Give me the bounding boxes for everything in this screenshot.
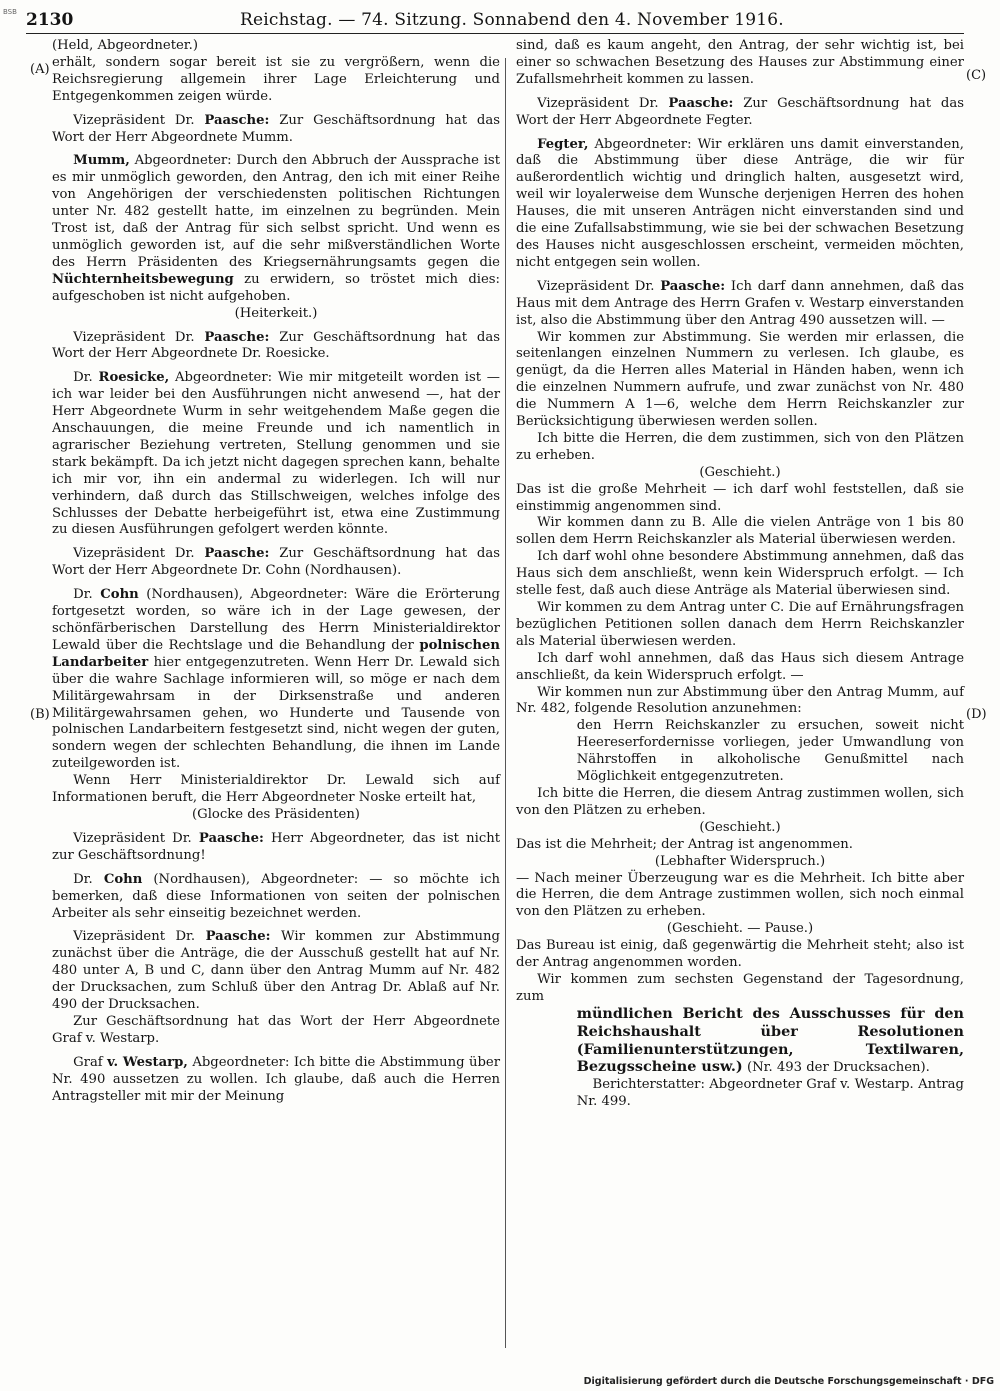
paragraph: — Nach meiner Überzeugung war es die Mehrheit. Ich bitte aber die Herren, die dem Antrage zustimmen wollen, sich noch einmal von den Plätzen zu erheben. — [516, 870, 964, 920]
paragraph: Zur Geschäftsordnung hat das Wort der Herr Abgeordnete Graf v. Westarp. — [52, 1013, 500, 1046]
header-rule — [26, 33, 964, 34]
speaker-name: Paasche: — [660, 278, 726, 294]
agenda-subject: mündlichen Bericht des Ausschusses für den Reichshaushalt über Resolutionen (Familienunterstützungen, Textilwaren, Bezugsscheine usw.) — [576, 1004, 964, 1076]
speech-paragraph: Vizepräsident Dr. Paasche: Zur Geschäftsordnung hat das Wort der Herr Abgeordnete Mumm. — [52, 112, 500, 145]
speech-paragraph: Vizepräsident Dr. Paasche: Zur Geschäftsordnung hat das Wort der Herr Abgeordnete Dr. Cohn (Nordhausen). — [52, 546, 500, 579]
rapporteur-line: Berichterstatter: Abgeordneter Graf v. Westarp. Antrag Nr. 499. — [576, 1077, 964, 1110]
speaker-name: Cohn — [100, 587, 139, 603]
stage-direction: (Glocke des Präsidenten) — [192, 806, 360, 822]
agenda-item-title: mündlichen Bericht des Ausschusses für den Reichshaushalt über Resolutionen (Familienunterstützungen, Textilwaren, Bezugsscheine usw.) (Nr. 493 der Drucksachen). — [576, 1004, 964, 1076]
paragraph: erhält, sondern sogar bereit ist sie zu vergrößern, wenn die Reichsregierung allgemein ihrer Lage Erleichterung und Entgegenkommen zeigen würde. — [52, 54, 500, 104]
speaker-name: Roesicke, — [98, 370, 170, 386]
paragraph: Wir kommen zur Abstimmung. Sie werden mir erlassen, die seitenlangen einzelnen Nummern zu verlesen. Ich glaube, es genügt, da die Herren alles Material in Händen haben, wenn ich die einzelnen Nummern aufrufe, und zwar zunächst von Nr. 480 die Nummern A 1—6, welche dem Herrn Reichskanzler zur Berücksichtigung überwiesen werden sollen. — [516, 329, 964, 430]
speech-paragraph: Vizepräsident Dr. Paasche: Zur Geschäftsordnung hat das Wort der Herr Abgeordnete Dr. Roesicke. — [52, 329, 500, 362]
speaker-name: Mumm, — [73, 153, 130, 169]
paragraph: Wenn Herr Ministerialdirektor Dr. Lewald sich auf Informationen beruft, die Herr Abgeordneter Noske erteilt hat, — [52, 773, 500, 806]
speaker-name: Paasche: — [204, 112, 270, 128]
margin-letter-d: (D) — [966, 707, 987, 722]
speech-paragraph: Graf v. Westarp, Abgeordneter: Ich bitte die Abstimmung über Nr. 490 aussetzen zu wollen. Ich glaube, daß auch die Herren Antragsteller mit mir der Meinung — [52, 1054, 501, 1104]
stage-direction: (Geschieht.) — [699, 819, 781, 835]
emphasis: Nüchternheitsbewegung — [52, 271, 234, 287]
margin-letter-a: (A) — [30, 62, 50, 77]
paragraph: sind, daß es kaum angeht, den Antrag, der sehr wichtig ist, bei einer so schwachen Besetzung des Hauses zur Abstimmung einer Zufallsmehrheit kommen zu lassen. — [516, 38, 964, 87]
paragraph: Wir kommen nun zur Abstimmung über den Antrag Mumm, auf Nr. 482, folgende Resolution anzunehmen: — [516, 684, 964, 717]
speech-paragraph: Vizepräsident Dr. Paasche: Wir kommen zur Abstimmung zunächst über die Anträge, die der Ausschuß gestellt hat auf Nr. 480 unter A, B und C, dann über den Antrag Mumm auf Nr. 482 der Drucksachen, zum Schluß über den Antrag Dr. Ablaß auf Nr. 490 der Drucksachen. — [52, 929, 500, 1013]
speaker-name: v. Westarp, — [107, 1054, 188, 1070]
speaker-name: Paasche: — [204, 546, 270, 562]
speaker-name: Cohn — [103, 871, 143, 887]
resolution-quote: den Herrn Reichskanzler zu ersuchen, soweit nicht Heereserfordernisse vorliegen, jeder Umwandlung von Nährstoffen in alkoholische Genußmittel nach Möglichkeit entgegenzutreten. — [576, 718, 964, 785]
running-head: Reichstag. — 74. Sitzung. Sonnabend den 4. November 1916. — [240, 10, 784, 30]
stage-direction: (Geschieht. — Pause.) — [666, 921, 814, 937]
emphasis: polnischen Landarbeiter — [52, 637, 500, 670]
speech-paragraph: Fegter, Abgeordneter: Wir erklären uns damit einverstanden, daß die Abstimmung über diese Anträge, die wir für außerordentlich wichtig und dringlich halten, ausgesetzt wird, weil wir loyalerweise dem Wunsche derjenigen Herren des hohen Hauses, die mit unseren Anträgen nicht einverstanden sind und die eine Zufallsabstimmung, wie sie bei der schwachen Besetzung des Hauses nicht ausgeschlossen erscheint, vermeiden möchten, nicht entgegen sein wollen. — [516, 136, 964, 270]
paragraph: Ich bitte die Herren, die dem zustimmen, sich von den Plätzen zu erheben. — [516, 430, 964, 463]
speaker-name: Paasche: — [204, 329, 270, 345]
speech-paragraph: Vizepräsident Dr. Paasche: Ich darf dann annehmen, daß das Haus mit dem Antrage des Herrn Grafen v. Westarp einverstanden ist, also die Abstimmung über den Antrag 490 aussetzen will. — — [516, 278, 964, 328]
stage-direction: (Heiterkeit.) — [234, 305, 318, 321]
speech-paragraph: Mumm, Abgeordneter: Durch den Abbruch der Aussprache ist es mir unmöglich geworden, den Antrag, den ich mit einer Reihe von Angehörigen der verschiedensten politischen Richtungen unter Nr. 482 gestellt hatte, im einzelnen zu begründen. Mein Trost ist, daß der Antrag für sich selbst spricht. Und wenn es unmöglich geworden ist, auf die sehr mißverständlichen Worte des Herrn Präsidenten des Kriegsernährungsamts gegen die Nüchternheitsbewegung zu erwidern, so tröstet mich dies: aufgeschoben ist nicht aufgehoben. — [52, 153, 500, 304]
column-divider — [505, 58, 506, 1348]
speaker-name: Paasche: — [205, 929, 271, 945]
margin-letter-c: (C) — [966, 68, 987, 83]
funding-credit: Digitalisierung gefördert durch die Deutsche Forschungsgemeinschaft · DFG — [583, 1376, 994, 1387]
page-number: 2130 — [26, 10, 74, 30]
library-mark: BSB — [3, 8, 17, 16]
paragraph: Das ist die große Mehrheit — ich darf wohl feststellen, daß sie einstimmig angenommen sind. — [516, 481, 964, 514]
paragraph: Wir kommen dann zu B. Alle die vielen Anträge von 1 bis 80 sollen dem Herrn Reichskanzler als Material überwiesen werden. — [516, 515, 964, 548]
paragraph: Ich bitte die Herren, die diesem Antrag zustimmen wollen, sich von den Plätzen zu erheben. — [516, 785, 964, 818]
paragraph: Das Bureau ist einig, daß gegenwärtig die Mehrheit steht; also ist der Antrag angenommen worden. — [516, 938, 964, 971]
paragraph: Das ist die Mehrheit; der Antrag ist angenommen. — [516, 836, 853, 852]
speech-paragraph: Dr. Cohn (Nordhausen), Abgeordneter: — so möchte ich bemerken, daß diese Informationen von seiten der polnischen Arbeiter als sehr einseitig bezeichnet werden. — [52, 871, 500, 921]
paragraph: Wir kommen zum sechsten Gegenstand der Tagesordnung, zum — [516, 971, 964, 1004]
speech-paragraph: Dr. Cohn (Nordhausen), Abgeordneter: Wäre die Erörterung fortgesetzt worden, so wäre ich in der Lage gewesen, der schönfärberischen Darstellung des Herrn Ministerialdirektor Lewald über die Rechtslage und die Behandlung der polnischen Landarbeiter hier entgegenzutreten. Wenn Herr Dr. Lewald sich über die wahre Sachlage informieren will, so möge er nach dem Militärgewahrsam in der Dirksenstraße und anderen Militärgewahrsamen gehen, wo Hunderte und Tausende von polnischen Landarbeitern festgesetzt sind, nicht wegen der guten, sondern wegen der schlechten Behandlung, die ihnen im Lande zuteilgeworden ist. — [52, 587, 500, 772]
speaker-name: Fegter, — [537, 136, 589, 152]
stage-direction: (Lebhafter Widerspruch.) — [654, 853, 826, 869]
stage-direction: (Geschieht.) — [699, 464, 781, 480]
paragraph: Wir kommen zu dem Antrag unter C. Die auf Ernährungsfragen bezüglichen Petitionen sollen danach dem Herrn Reichskanzler als Material überwiesen werden. — [516, 600, 964, 649]
paragraph: Ich darf wohl annehmen, daß das Haus sich diesem Antrage anschließt, da kein Widerspruch erfolgt. — — [516, 650, 964, 683]
speaker-name: Paasche: — [668, 95, 734, 111]
speech-paragraph: Vizepräsident Dr. Paasche: Zur Geschäftsordnung hat das Wort der Herr Abgeordnete Fegter. — [516, 95, 964, 128]
speech-paragraph: Vizepräsident Dr. Paasche: Herr Abgeordneter, das ist nicht zur Geschäftsordnung! — [52, 830, 500, 863]
speaker-name: Paasche: — [198, 830, 264, 846]
right-column — [516, 38, 964, 1111]
paragraph: Ich darf wohl ohne besondere Abstimmung annehmen, daß das Haus sich dem anschließt, wenn kein Widerspruch erfolgt. — Ich stelle fest, daß auch diese Anträge als Material überwiesen sind. — [516, 549, 964, 599]
left-column — [52, 38, 500, 1105]
margin-letter-b: (B) — [30, 707, 50, 722]
speech-paragraph: Dr. Roesicke, Abgeordneter: Wie mir mitgeteilt worden ist — ich war leider bei den Ausführungen nicht anwesend —, hat der Herr Abgeordnete Wurm in sehr weitgehendem Maße gegen die Anschauungen, die meine Freunde und ich namentlich in agrarischer Beziehung vertreten, Stellung genommen und sie stark bekämpft. Da ich jetzt nicht dagegen sprechen kann, behalte ich mir vor, ihn ein andermal zu widerlegen. Ich will nur verhindern, daß durch das Stillschweigen, welches infolge des Schlusses der Debatte herbeigeführt ist, etwa eine Zustimmung zu diesen Ausführungen gefolgert werden könnte. — [52, 370, 500, 538]
speaker-continuation: (Held, Abgeordneter.) — [52, 38, 198, 53]
